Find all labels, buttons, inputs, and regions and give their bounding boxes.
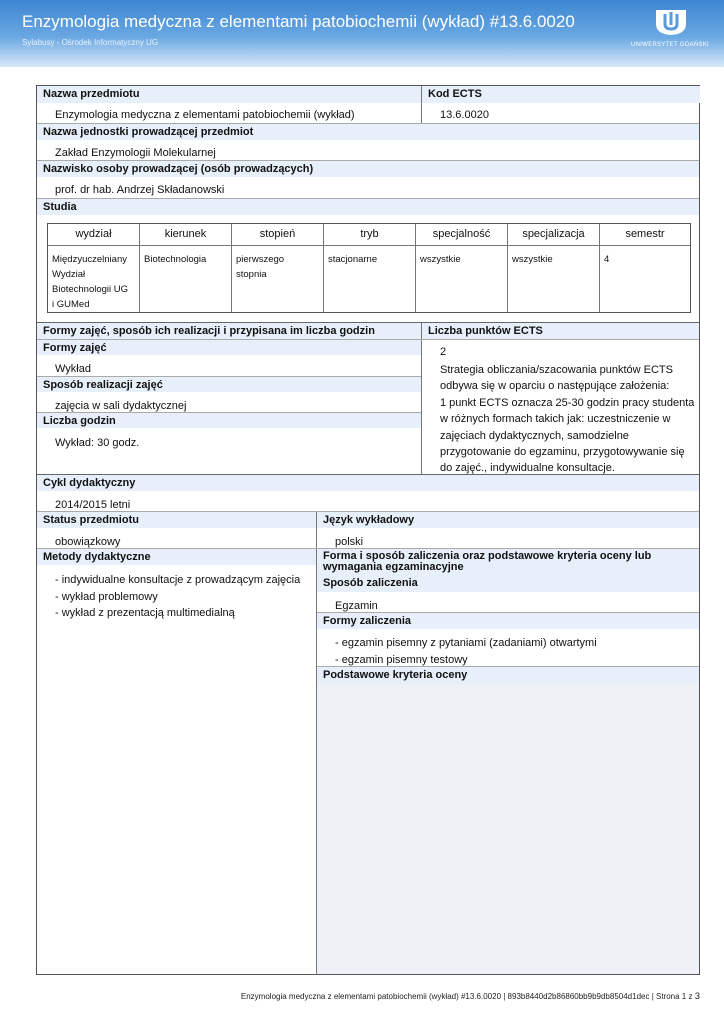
- logo-text: UNIWERSYTET GDAŃSKI: [631, 42, 709, 48]
- studia-cell-semestr: 4: [604, 254, 610, 265]
- page-title: Enzymologia medyczna z elementami patobiochemii (wykład) #13.6.0020: [22, 12, 575, 31]
- university-crest-icon: [653, 6, 689, 36]
- ects-code-value: 13.6.0020: [440, 109, 489, 121]
- ects-points-value: 2: [440, 346, 447, 358]
- studia-cell-stopien: pierwszego stopnia: [236, 254, 285, 280]
- unit-label: Nazwa jednostki prowadzącej przedmiot: [37, 124, 699, 140]
- assessment-label: Forma i sposób zaliczenia oraz podstawowe kryteria oceny lub wymagania egzaminacyjne: [317, 549, 699, 575]
- hours-value: Wykład: 30 godz.: [55, 437, 140, 449]
- studia-header-wydzial: wydział: [75, 228, 112, 240]
- list-item: - wykład z prezentacją multimedialną: [55, 605, 300, 622]
- assessment-mode-value: Egzamin: [335, 600, 378, 612]
- method-label: Sposób realizacji zajęć: [37, 377, 421, 392]
- page-header: [0, 0, 724, 67]
- studia-header-specjalnosc: specjalność: [432, 228, 491, 240]
- studia-cell-specjalizacja: wszystkie: [512, 254, 553, 265]
- studia-header-semestr: semestr: [625, 228, 665, 240]
- studia-cell-wydzial: Międzyuczelniany Wydział Biotechnologii UG i GUMed: [52, 254, 129, 310]
- studia-cell-kierunek: Biotechnologia: [144, 254, 207, 265]
- method-value: zajęcia w sali dydaktycznej: [55, 400, 187, 412]
- studia-header-kierunek: kierunek: [164, 228, 207, 240]
- ects-description: Strategia obliczania/szacowania punktów ECTS odbywa się w oparciu o następujące założenia: 1 punkt ECTS oznacza 25-30 godzin pracy studenta w różnych formach takich jak: uczestniczenie w zajęciach dydaktycznych, samodzielne przygotowanie do egzaminu, przygotowywanie się do zajęć., indywidualne konsultacje.: [440, 364, 695, 475]
- methods-label: Metody dydaktyczne: [37, 549, 316, 565]
- status-value: obowiązkowy: [55, 536, 121, 548]
- list-item: - wykład problemowy: [55, 589, 300, 606]
- footer-text: Enzymologia medyczna z elementami patobiochemii (wykład) #13.6.0020 | 893b8440d2b86860bb9b9db8504d1dec | Strona 1 z: [240, 992, 693, 1001]
- course-name-value: Enzymologia medyczna z elementami patobiochemii (wykład): [55, 109, 355, 121]
- teacher-label: Nazwisko osoby prowadzącej (osób prowadzących): [37, 161, 699, 177]
- syllabus-table: [36, 85, 700, 975]
- page-footer: [241, 991, 700, 1002]
- studia-header-tryb: tryb: [360, 228, 379, 240]
- cycle-value: 2014/2015 letni: [55, 499, 131, 511]
- footer-page-total: 3: [694, 991, 700, 1002]
- hours-label: Liczba godzin: [37, 413, 421, 428]
- unit-value: Zakład Enzymologii Molekularnej: [55, 147, 216, 159]
- ects-code-label: Kod ECTS: [422, 86, 700, 103]
- studia-label: Studia: [37, 199, 699, 215]
- assessment-forms-list: [317, 635, 597, 668]
- assessment-mode-label: Sposób zaliczenia: [317, 575, 699, 592]
- ects-points-label: Liczba punktów ECTS: [422, 323, 699, 339]
- teacher-value: prof. dr hab. Andrzej Składanowski: [55, 184, 225, 196]
- status-label: Status przedmiotu: [37, 512, 316, 528]
- language-label: Język wykładowy: [317, 512, 699, 528]
- university-logo: [626, 6, 714, 54]
- criteria-label: Podstawowe kryteria oceny: [317, 667, 699, 684]
- studia-header-stopien: stopień: [259, 228, 296, 240]
- list-item: - indywidualne konsultacje z prowadzącym zajęcia: [55, 572, 300, 589]
- assessment-forms-label: Formy zaliczenia: [317, 613, 699, 629]
- list-item: - egzamin pisemny testowy: [335, 652, 597, 669]
- cycle-label: Cykl dydaktyczny: [37, 475, 699, 491]
- forms-section-label: Formy zajęć, sposób ich realizacji i przypisana im liczba godzin: [37, 323, 421, 339]
- forms-label: Formy zajęć: [37, 340, 421, 355]
- criteria-content: [317, 684, 699, 974]
- studia-cell-tryb: stacjonarne: [328, 254, 378, 265]
- page-subtitle: Sylabusy - Ośrodek Informatyczny UG: [22, 38, 159, 47]
- methods-list: [37, 572, 300, 622]
- studia-header-specjalizacja: specjalizacja: [522, 228, 585, 240]
- forms-value: Wykład: [55, 363, 91, 375]
- list-item: - egzamin pisemny z pytaniami (zadaniami) otwartymi: [335, 635, 597, 652]
- studia-table: [47, 223, 691, 313]
- course-name-label: Nazwa przedmiotu: [37, 86, 421, 103]
- studia-cell-specjalnosc: wszystkie: [420, 254, 461, 265]
- language-value: polski: [335, 536, 364, 548]
